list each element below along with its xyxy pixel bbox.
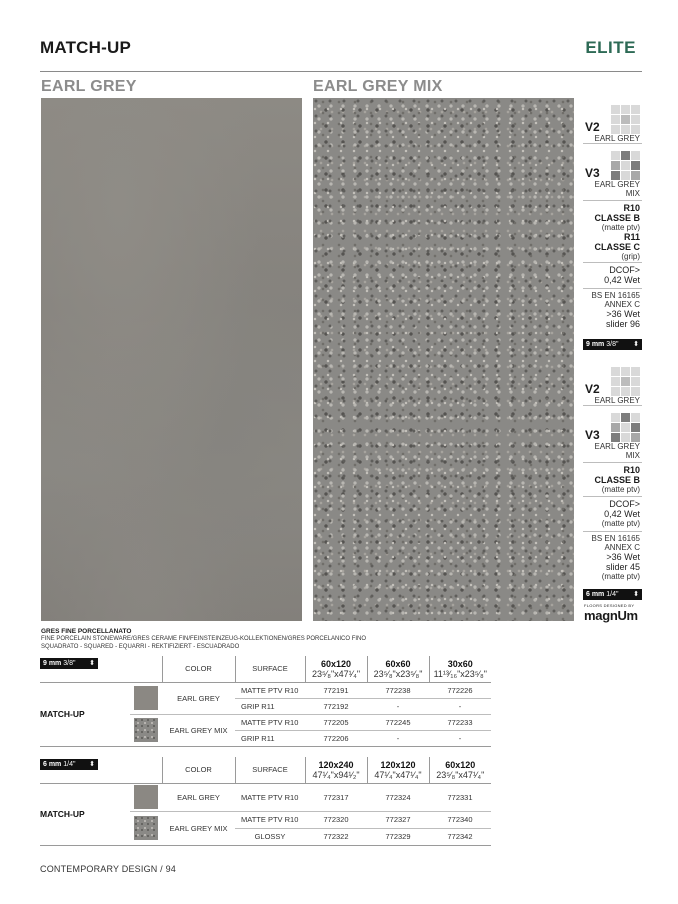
thickness-mm: 9 mm (586, 341, 605, 348)
code-cell: - (429, 698, 491, 714)
slip-r10-note: (matte ptv) (601, 223, 640, 232)
variation-v2-box (583, 98, 642, 144)
bs-en-slider-2: slider 45 (605, 562, 640, 572)
table-thickness-mm: 6 mm (43, 761, 62, 768)
col-header-size (305, 656, 367, 682)
series-name: MATCH-UP (40, 682, 130, 746)
col-header-size (429, 656, 491, 682)
series-name: MATCH-UP (40, 783, 130, 845)
table-badge-cell (40, 757, 130, 783)
col-header-surface: SURFACE (235, 656, 305, 682)
table-thickness-in: 3/8" (63, 660, 76, 667)
size-cm: 120x240 (318, 759, 354, 770)
surface-cell: GRIP R11 (235, 698, 305, 714)
code-cell: 772206 (305, 730, 367, 746)
bs-en-value-2: >36 Wet (606, 552, 640, 562)
variation-v3-sub-2-2: MIX (625, 451, 640, 460)
dcof-label-2: DCOF> (609, 499, 640, 509)
color-thumbnail (134, 816, 158, 840)
code-cell: 772205 (305, 714, 367, 730)
dcof-label: DCOF> (609, 265, 640, 275)
bs-en-slider: slider 96 (605, 319, 640, 329)
code-cell: - (367, 730, 429, 746)
slip-r11: R11 (623, 232, 640, 242)
product-title-earl-grey-mix: EARL GREY MIX (313, 78, 443, 95)
arrow-updown-icon-3: ⬍ (89, 660, 95, 667)
surface-cell: MATTE PTV R10 (235, 682, 305, 698)
size-cm: 60x120 (445, 759, 476, 770)
table-thickness-badge-6mm (40, 759, 98, 770)
product-title-earl-grey: EARL GREY (41, 78, 137, 95)
color-thumbnail (134, 686, 158, 710)
code-cell: 772191 (305, 682, 367, 698)
variation-v2-sub: EARL GREY (594, 134, 640, 143)
variation-v3-icon (611, 151, 640, 180)
variation-v3-box-2 (583, 406, 642, 463)
thickness-mm-2: 6 mm (586, 591, 605, 598)
code-cell: 772233 (429, 714, 491, 730)
header-divider (40, 71, 642, 72)
variation-v2-label-2: V2 (585, 382, 600, 396)
col-header-color: COLOR (162, 757, 235, 783)
bs-en-label: BS EN 16165 (591, 291, 640, 300)
spec-table-6mm (40, 757, 491, 846)
code-cell: 772226 (429, 682, 491, 698)
dcof-value: 0,42 Wet (604, 275, 640, 285)
variation-v2-icon (611, 105, 640, 134)
description-line-2: SQUADRATO - SQUARED - EQUARRI - REKTIFIZIERT - ESCUADRADO (41, 644, 240, 650)
variation-v3-box (583, 144, 642, 201)
code-cell: 772342 (429, 828, 491, 845)
dcof-box (583, 263, 642, 289)
code-cell: 772317 (305, 783, 367, 811)
slip-r10-class-2: CLASSE B (594, 475, 640, 485)
description-title: GRES FINE PORCELLANATO (41, 628, 132, 635)
code-cell: 772322 (305, 828, 367, 845)
table-thickness-in: 1/4" (63, 761, 76, 768)
description-line-1: FINE PORCELAIN STONEWARE/GRES CERAME FIN/FEINSTEINZEUG-KOLLEKTIONEN/GRES PORCELANICO FINO (41, 636, 367, 642)
magnum-logo (583, 603, 642, 623)
surface-cell: MATTE PTV R10 (235, 811, 305, 828)
page-footer: CONTEMPORARY DESIGN / 94 (40, 864, 176, 874)
surface-cell: MATTE PTV R10 (235, 714, 305, 730)
color-thumb-cell (130, 682, 162, 714)
code-cell: 772329 (367, 828, 429, 845)
size-inch: 11¹³⁄₁₆"x23⁵⁄₈" (433, 668, 487, 679)
variation-v3-icon-2 (611, 413, 640, 442)
slip-rating-box (583, 201, 642, 263)
swatch-earl-grey-mix (313, 98, 574, 621)
magnum-logo-text: magnUm (584, 608, 638, 623)
slip-r10: R10 (623, 203, 640, 213)
surface-cell: GLOSSY (235, 828, 305, 845)
col-header-color: COLOR (162, 656, 235, 682)
thickness-badge-6mm (583, 589, 642, 600)
swatch-earl-grey (41, 98, 302, 621)
code-cell: 772192 (305, 698, 367, 714)
size-cm: 120x120 (380, 759, 416, 770)
table-row (40, 783, 491, 811)
color-thumbnail (134, 785, 158, 809)
page-title: MATCH-UP (40, 38, 131, 57)
bs-en-value: >36 Wet (606, 309, 640, 319)
bs-en-annex: ANNEX C (604, 300, 640, 309)
size-inch: 47¹⁄₄"x94¹⁄₂" (312, 769, 360, 780)
size-inch: 23⁵⁄₈"x47¹⁄₄" (311, 668, 361, 679)
variation-v2-icon-2 (611, 367, 640, 396)
size-inch: 23⁵⁄₈"x23⁵⁄₈" (373, 668, 423, 679)
spec-sidebar-6mm (583, 360, 642, 623)
variation-v2-label: V2 (585, 120, 600, 134)
surface-cell: MATTE PTV R10 (235, 783, 305, 811)
code-cell: 772331 (429, 783, 491, 811)
dcof-box-2 (583, 497, 642, 532)
color-thumb-cell (130, 783, 162, 811)
code-cell: - (367, 698, 429, 714)
thickness-badge-9mm (583, 339, 642, 350)
bs-en-annex-2: ANNEX C (604, 543, 640, 552)
size-inch: 47¹⁄₄"x47¹⁄₄" (374, 769, 422, 780)
color-thumb-cell (130, 811, 162, 845)
thickness-in: 3/8" (606, 341, 619, 348)
code-cell: 772324 (367, 783, 429, 811)
color-thumb-cell (130, 714, 162, 746)
bs-en-box (583, 289, 642, 335)
code-cell: - (429, 730, 491, 746)
size-cm: 60x120 (320, 658, 352, 669)
col-header-size (367, 757, 429, 783)
color-name: EARL GREY MIX (162, 811, 235, 845)
color-name: EARL GREY (162, 783, 235, 811)
brand-label: ELITE (585, 38, 636, 57)
variation-v3-label-2: V3 (585, 428, 600, 442)
slip-r10-note-2: (matte ptv) (601, 485, 640, 494)
table-badge-cell (40, 656, 130, 682)
slip-r11-note: (grip) (621, 252, 640, 261)
code-cell: 772320 (305, 811, 367, 828)
magnum-logo-tagline: FLOORS DESIGNED BY (584, 603, 635, 608)
variation-v3-sub-2: MIX (625, 189, 640, 198)
slip-r10-class: CLASSE B (594, 213, 640, 223)
thickness-in-2: 1/4" (606, 591, 619, 598)
spec-table-9mm (40, 656, 491, 747)
col-header-size (429, 757, 491, 783)
variation-v3-sub-1: EARL GREY (594, 180, 640, 189)
spec-sidebar-9mm (583, 98, 642, 353)
bs-en-box-2 (583, 532, 642, 585)
color-name: EARL GREY MIX (162, 714, 235, 746)
arrow-updown-icon: ⬍ (633, 341, 639, 348)
code-cell: 772245 (367, 714, 429, 730)
table-thickness-mm: 9 mm (43, 660, 62, 667)
col-header-size (305, 757, 367, 783)
bs-en-label-2: BS EN 16165 (591, 534, 640, 543)
slip-r10-2: R10 (623, 465, 640, 475)
variation-v2-box-2 (583, 360, 642, 406)
size-inch: 23⁵⁄₈"x47¹⁄₄" (436, 769, 485, 780)
size-cm: 30x60 (447, 658, 473, 669)
variation-v3-label: V3 (585, 166, 600, 180)
color-thumbnail (134, 718, 158, 742)
variation-v3-sub-1-2: EARL GREY (594, 442, 640, 451)
variation-v2-sub-2: EARL GREY (594, 396, 640, 405)
slip-r11-class: CLASSE C (594, 242, 640, 252)
color-name: EARL GREY (162, 682, 235, 714)
slip-rating-box-2 (583, 463, 642, 497)
surface-cell: GRIP R11 (235, 730, 305, 746)
table-row (40, 682, 491, 698)
arrow-updown-icon-4: ⬍ (89, 761, 95, 768)
col-header-size (367, 656, 429, 682)
dcof-value-2: 0,42 Wet (604, 509, 640, 519)
code-cell: 772327 (367, 811, 429, 828)
dcof-note-2: (matte ptv) (601, 519, 640, 528)
bs-en-note-2: (matte ptv) (601, 572, 640, 581)
code-cell: 772340 (429, 811, 491, 828)
col-header-surface: SURFACE (235, 757, 305, 783)
arrow-updown-icon-2: ⬍ (633, 591, 639, 598)
code-cell: 772238 (367, 682, 429, 698)
size-cm: 60x60 (385, 658, 411, 669)
table-thickness-badge-9mm (40, 658, 98, 669)
